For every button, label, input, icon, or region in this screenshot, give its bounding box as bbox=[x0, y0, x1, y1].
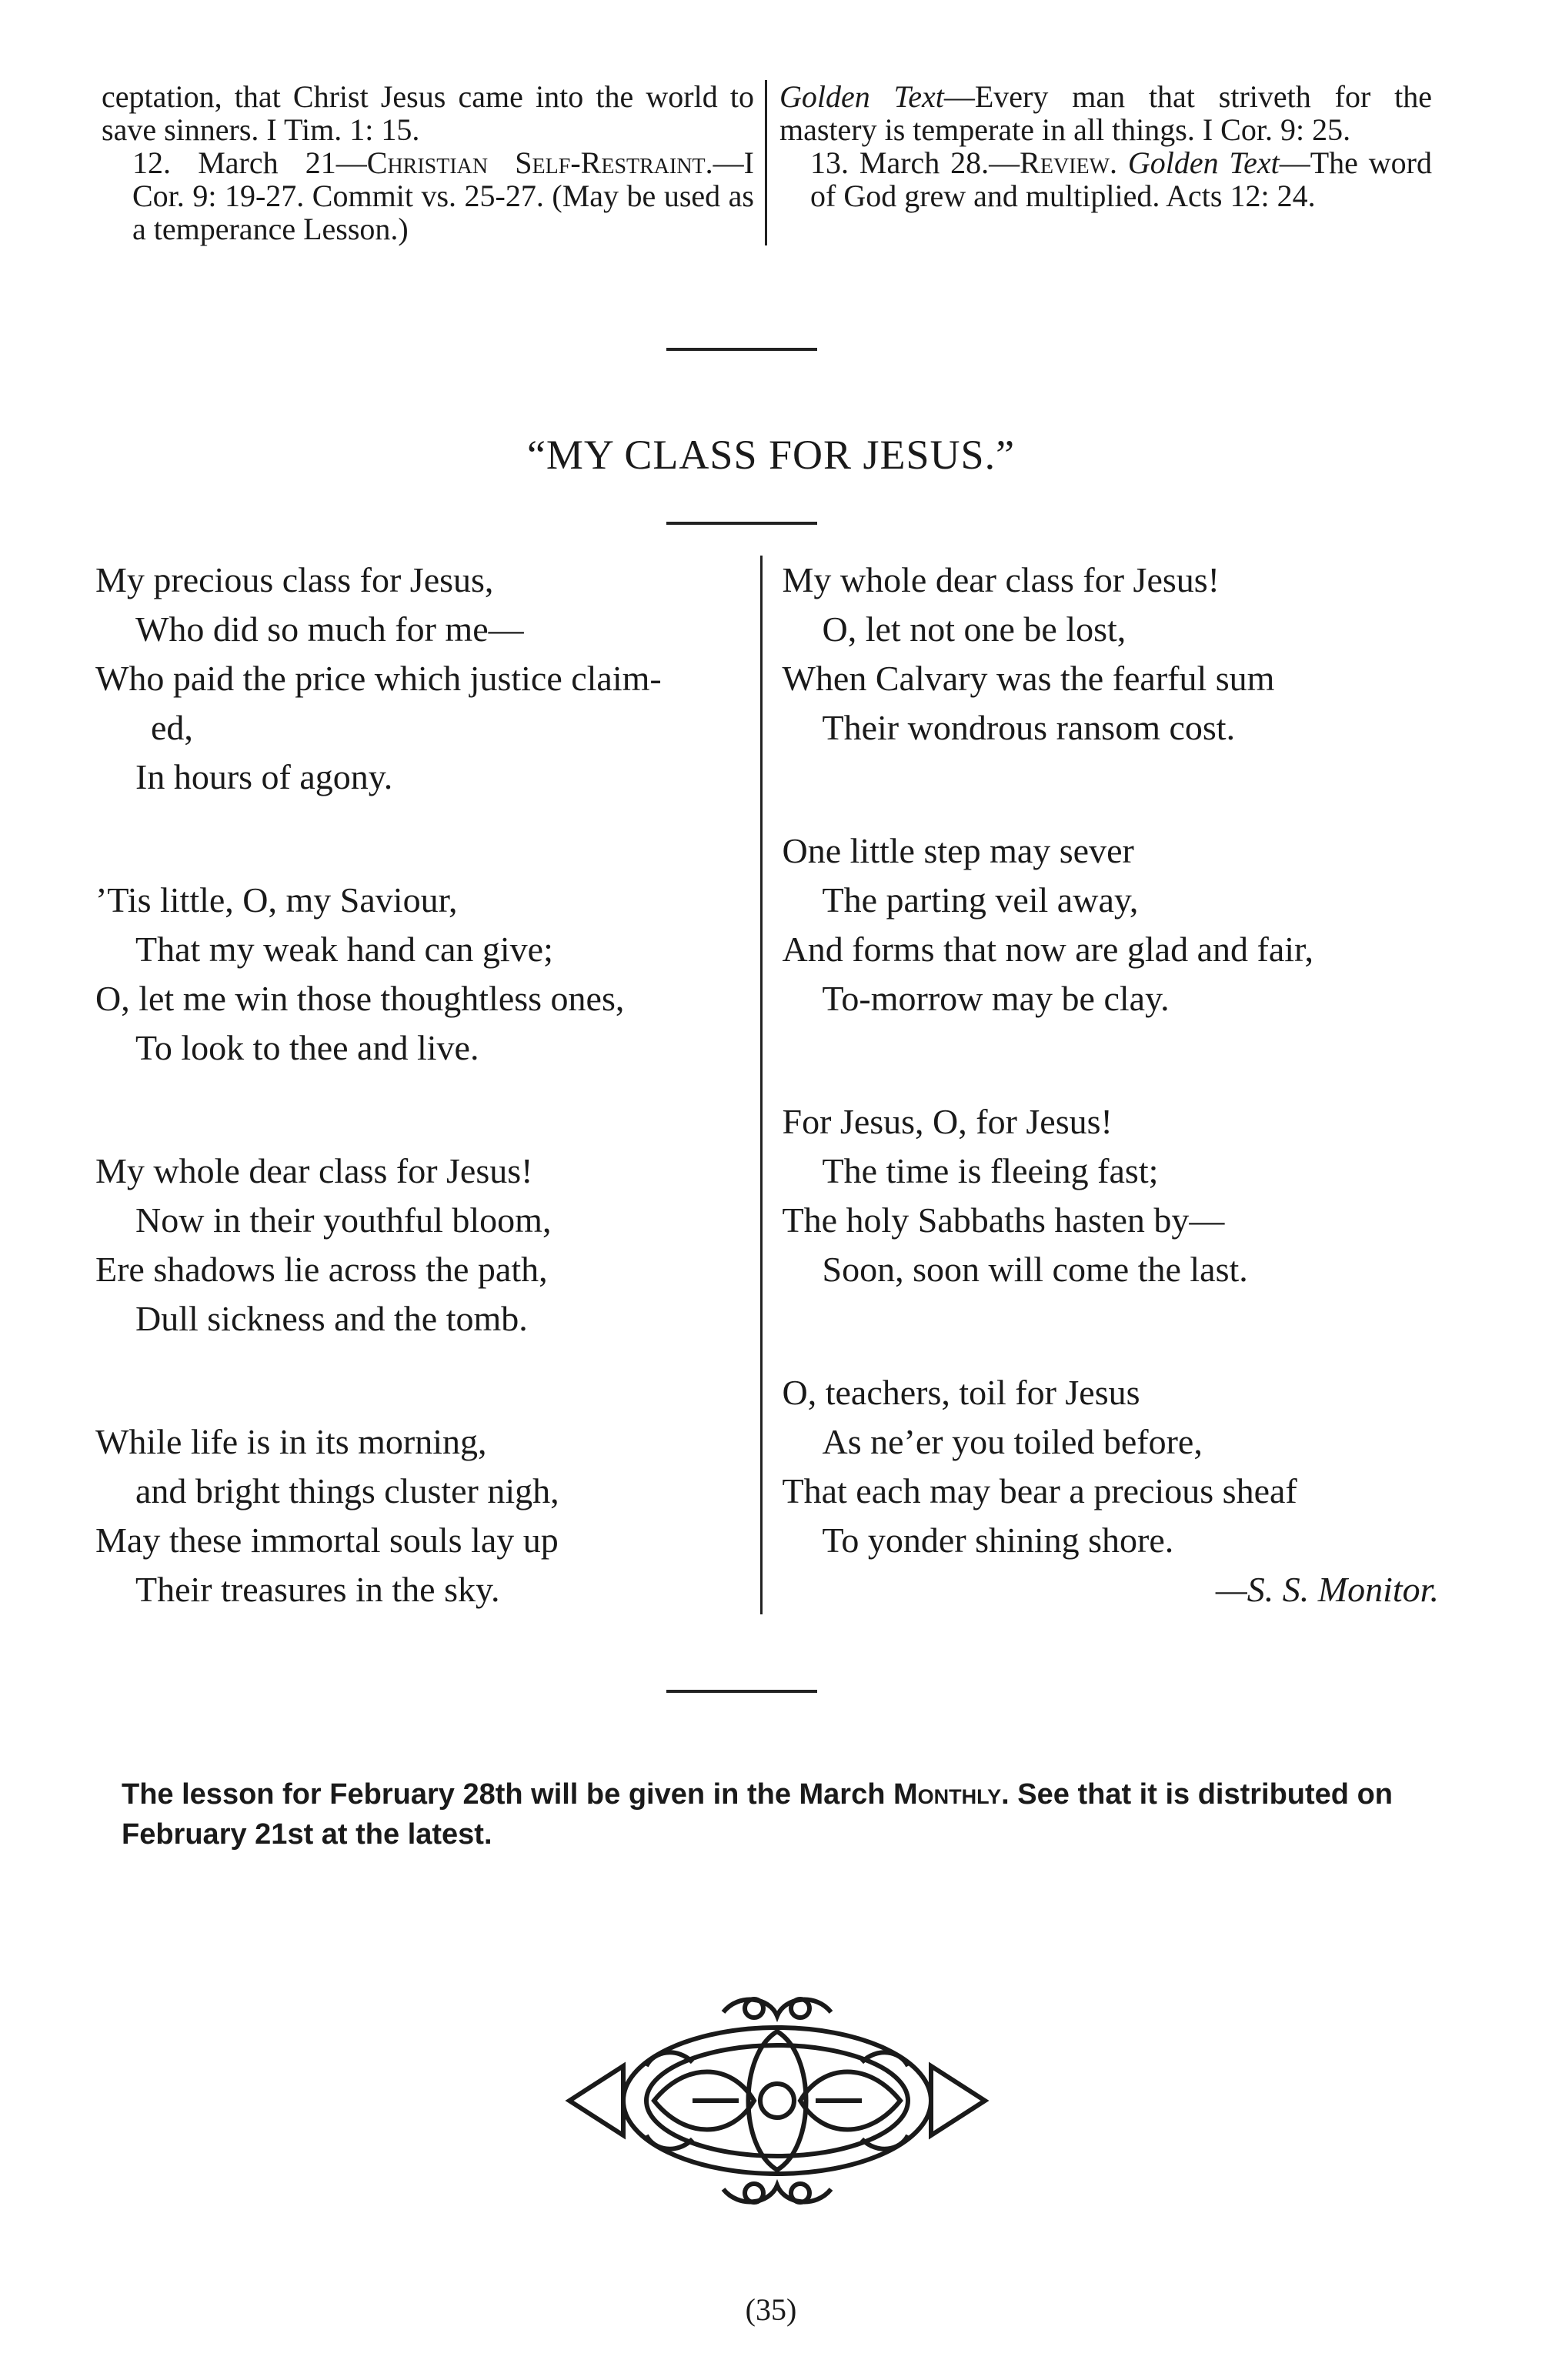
poem-line: O, let not one be lost, bbox=[822, 609, 1126, 649]
lesson-12-ref: .—I Cor. 9: 19-27. Commit vs. 25-27. (May be used as a temperance Lesson.) bbox=[132, 145, 754, 246]
lesson-13-sep: . bbox=[1110, 145, 1128, 180]
poem-line: One little step may sever bbox=[782, 831, 1134, 870]
poem-line: Ere shadows lie across the path, bbox=[95, 1250, 548, 1289]
poem-line: When Calvary was the fearful sum bbox=[782, 659, 1275, 698]
poem-line: Soon, soon will come the last. bbox=[822, 1250, 1248, 1289]
notice-monthly: Monthly bbox=[893, 1778, 1002, 1811]
lesson-13-title: Review bbox=[1020, 145, 1110, 180]
lesson-13-date: 13. March 28.— bbox=[810, 145, 1020, 180]
golden-text-label: Golden Text bbox=[779, 79, 944, 114]
golden-text-content-2: —The word of God grew and multiplied. Acts 12: 24. bbox=[810, 145, 1432, 213]
poem-line: As ne’er you toiled before, bbox=[822, 1422, 1203, 1461]
poem-stanza bbox=[95, 1417, 753, 1614]
poem-line: That my weak hand can give; bbox=[135, 930, 553, 969]
poem-line: The holy Sabbaths hasten by— bbox=[782, 1200, 1225, 1240]
lesson-text bbox=[102, 80, 754, 146]
poem-line: O, teachers, toil for Jesus bbox=[782, 1373, 1140, 1412]
golden-text-12 bbox=[779, 80, 1432, 146]
poem-line: While life is in its morning, bbox=[95, 1422, 487, 1461]
poem-column-left bbox=[95, 556, 760, 1614]
poem-line: Who did so much for me— bbox=[135, 609, 524, 649]
divider-rule bbox=[666, 348, 817, 351]
poem-line: ’Tis little, O, my Saviour, bbox=[95, 880, 458, 920]
poem-line: ed, bbox=[151, 708, 193, 747]
poem-stanza bbox=[783, 1097, 1450, 1294]
poem-line: The parting veil away, bbox=[822, 880, 1139, 920]
notice-text: The lesson for February 28th will be given in the March bbox=[122, 1778, 893, 1811]
poem-line: May these immortal souls lay up bbox=[95, 1520, 559, 1560]
poem-stanza bbox=[783, 1368, 1450, 1614]
divider-rule bbox=[666, 522, 817, 525]
poem bbox=[95, 556, 1450, 1614]
lesson-continuation: ceptation, that Christ Jesus came into the world to save sinners. I Tim. 1: 15. bbox=[102, 79, 754, 147]
poem-line: For Jesus, O, for Jesus! bbox=[782, 1102, 1113, 1141]
poem-line: Now in their youthful bloom, bbox=[135, 1200, 552, 1240]
poem-column-right bbox=[760, 556, 1450, 1614]
golden-text-content: —Every man that striveth for the mastery is temperate in all things. I Cor. 9: 25. bbox=[779, 79, 1433, 147]
poem-line: In hours of agony. bbox=[135, 757, 393, 796]
lesson-13 bbox=[779, 146, 1432, 212]
golden-text-label-2: Golden Text bbox=[1127, 145, 1280, 180]
lesson-12 bbox=[102, 146, 754, 245]
poem-line: The time is fleeing fast; bbox=[822, 1151, 1159, 1190]
lesson-12-title: Christian Self-Restraint bbox=[366, 145, 706, 180]
distribution-notice bbox=[122, 1774, 1430, 1854]
lesson-column-left bbox=[102, 80, 765, 245]
poem-line: and bright things cluster nigh, bbox=[135, 1471, 559, 1510]
poem-stanza bbox=[95, 876, 753, 1073]
poem-line: That each may bear a precious sheaf bbox=[782, 1471, 1297, 1510]
poem-line: To yonder shining shore. bbox=[822, 1520, 1174, 1560]
poem-line: To-morrow may be clay. bbox=[822, 979, 1170, 1018]
poem-line: O, let me win those thoughtless ones, bbox=[95, 979, 625, 1018]
page-number: (35) bbox=[745, 2292, 797, 2327]
poem-stanza bbox=[95, 1147, 753, 1344]
poem-title: “MY CLASS FOR JESUS.” bbox=[526, 432, 1016, 478]
lesson-list bbox=[102, 80, 1440, 245]
divider-rule bbox=[666, 1690, 817, 1693]
poem-line: To look to thee and live. bbox=[135, 1028, 479, 1067]
poem-line: My precious class for Jesus, bbox=[95, 560, 494, 599]
scroll-ornament-icon bbox=[539, 1978, 1016, 2224]
poem-attribution: —S. S. Monitor. bbox=[1215, 1570, 1439, 1609]
poem-line: Dull sickness and the tomb. bbox=[135, 1299, 528, 1338]
poem-stanza bbox=[783, 826, 1450, 1023]
lesson-column-right bbox=[765, 80, 1432, 245]
poem-stanza bbox=[783, 556, 1450, 753]
poem-line: Who paid the price which justice claim- bbox=[95, 659, 662, 698]
notice-text-end: . See that it is distributed on February 21st at the latest. bbox=[122, 1778, 1393, 1851]
poem-stanza bbox=[95, 556, 753, 802]
poem-line: Their wondrous ransom cost. bbox=[822, 708, 1236, 747]
poem-line: And forms that now are glad and fair, bbox=[782, 930, 1314, 969]
poem-line: Their treasures in the sky. bbox=[135, 1570, 500, 1609]
poem-line: My whole dear class for Jesus! bbox=[782, 560, 1220, 599]
poem-line: My whole dear class for Jesus! bbox=[95, 1151, 533, 1190]
lesson-12-date: 12. March 21— bbox=[132, 145, 367, 180]
